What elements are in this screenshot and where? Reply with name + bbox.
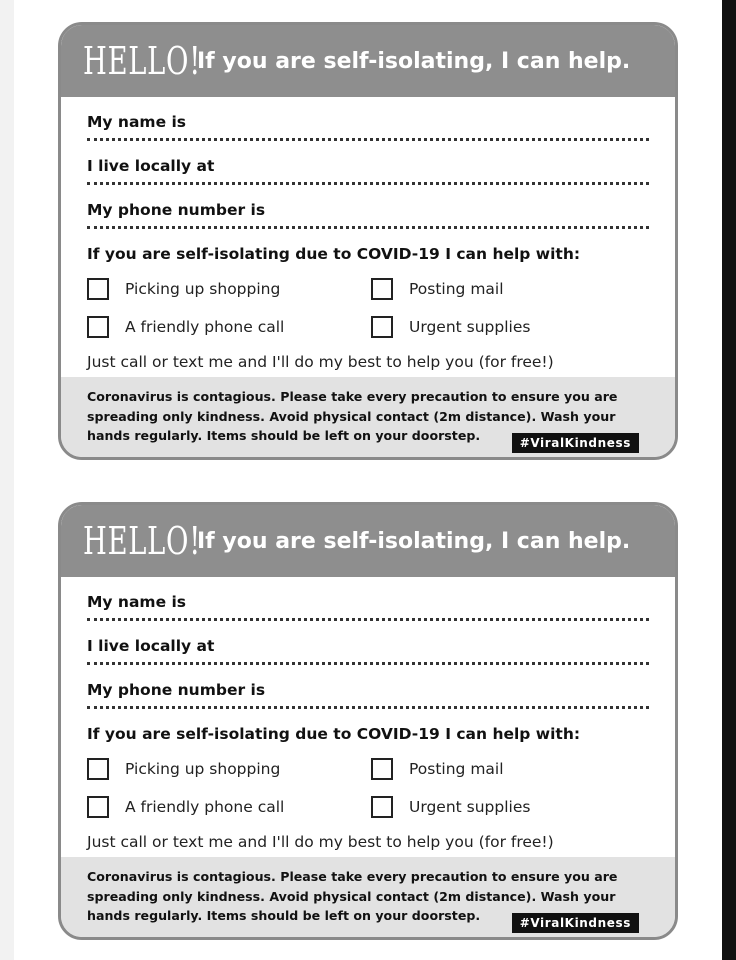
card-header (61, 25, 675, 97)
checkbox[interactable] (87, 278, 109, 300)
phone-label: My phone number is (87, 201, 266, 219)
option-label: Posting mail (409, 760, 504, 778)
dotted-line (87, 182, 649, 185)
address-field[interactable] (87, 155, 649, 199)
page-edge-right (722, 0, 736, 960)
option-phone-call[interactable] (87, 315, 371, 339)
option-supplies[interactable] (371, 315, 631, 339)
name-field[interactable] (87, 591, 649, 635)
dotted-line (87, 226, 649, 229)
help-options (87, 277, 649, 339)
help-card (58, 502, 678, 940)
card-body (61, 97, 675, 371)
hello-logo: HELLO! (83, 519, 201, 563)
card-footer (61, 857, 675, 937)
option-label: Urgent supplies (409, 318, 531, 336)
help-title: If you are self-isolating due to COVID-19 I can help with: (87, 725, 581, 743)
help-card (58, 22, 678, 460)
dotted-line (87, 138, 649, 141)
option-phone-call[interactable] (87, 795, 371, 819)
closing-text: Just call or text me and I'll do my best to help you (for free!) (87, 353, 554, 371)
card-header (61, 505, 675, 577)
help-title: If you are self-isolating due to COVID-19 I can help with: (87, 245, 581, 263)
option-shopping[interactable] (87, 757, 371, 781)
dotted-line (87, 618, 649, 621)
phone-label: My phone number is (87, 681, 266, 699)
closing-text: Just call or text me and I'll do my best to help you (for free!) (87, 833, 554, 851)
card-headline: If you are self-isolating, I can help. (197, 528, 631, 554)
option-shopping[interactable] (87, 277, 371, 301)
address-field[interactable] (87, 635, 649, 679)
hello-logo: HELLO! (83, 39, 201, 83)
checkbox[interactable] (87, 316, 109, 338)
option-label: A friendly phone call (125, 798, 285, 816)
footer-text: Coronavirus is contagious. Please take every precaution to ensure you are spreading only kindness. Avoid physical contact (2m distance). Wash your hands regularly. Items should be left on your doorstep. (87, 869, 618, 923)
dotted-line (87, 662, 649, 665)
checkbox[interactable] (87, 796, 109, 818)
option-label: Picking up shopping (125, 760, 281, 778)
checkbox[interactable] (371, 758, 393, 780)
page-edge-left (0, 0, 14, 960)
card-headline: If you are self-isolating, I can help. (197, 48, 631, 74)
option-mail[interactable] (371, 277, 631, 301)
option-label: A friendly phone call (125, 318, 285, 336)
address-label: I live locally at (87, 637, 215, 655)
checkbox[interactable] (371, 796, 393, 818)
hashtag-badge: #ViralKindness (512, 913, 639, 933)
checkbox[interactable] (87, 758, 109, 780)
option-label: Picking up shopping (125, 280, 281, 298)
checkbox[interactable] (371, 278, 393, 300)
option-supplies[interactable] (371, 795, 631, 819)
address-label: I live locally at (87, 157, 215, 175)
phone-field[interactable] (87, 679, 649, 723)
checkbox[interactable] (371, 316, 393, 338)
name-label: My name is (87, 113, 187, 131)
name-field[interactable] (87, 111, 649, 155)
option-label: Posting mail (409, 280, 504, 298)
option-label: Urgent supplies (409, 798, 531, 816)
card-footer (61, 377, 675, 457)
name-label: My name is (87, 593, 187, 611)
option-mail[interactable] (371, 757, 631, 781)
card-body (61, 577, 675, 851)
footer-text: Coronavirus is contagious. Please take every precaution to ensure you are spreading only kindness. Avoid physical contact (2m distance). Wash your hands regularly. Items should be left on your doorstep. (87, 389, 618, 443)
phone-field[interactable] (87, 199, 649, 243)
dotted-line (87, 706, 649, 709)
help-options (87, 757, 649, 819)
hashtag-badge: #ViralKindness (512, 433, 639, 453)
flyer-page (14, 0, 722, 960)
